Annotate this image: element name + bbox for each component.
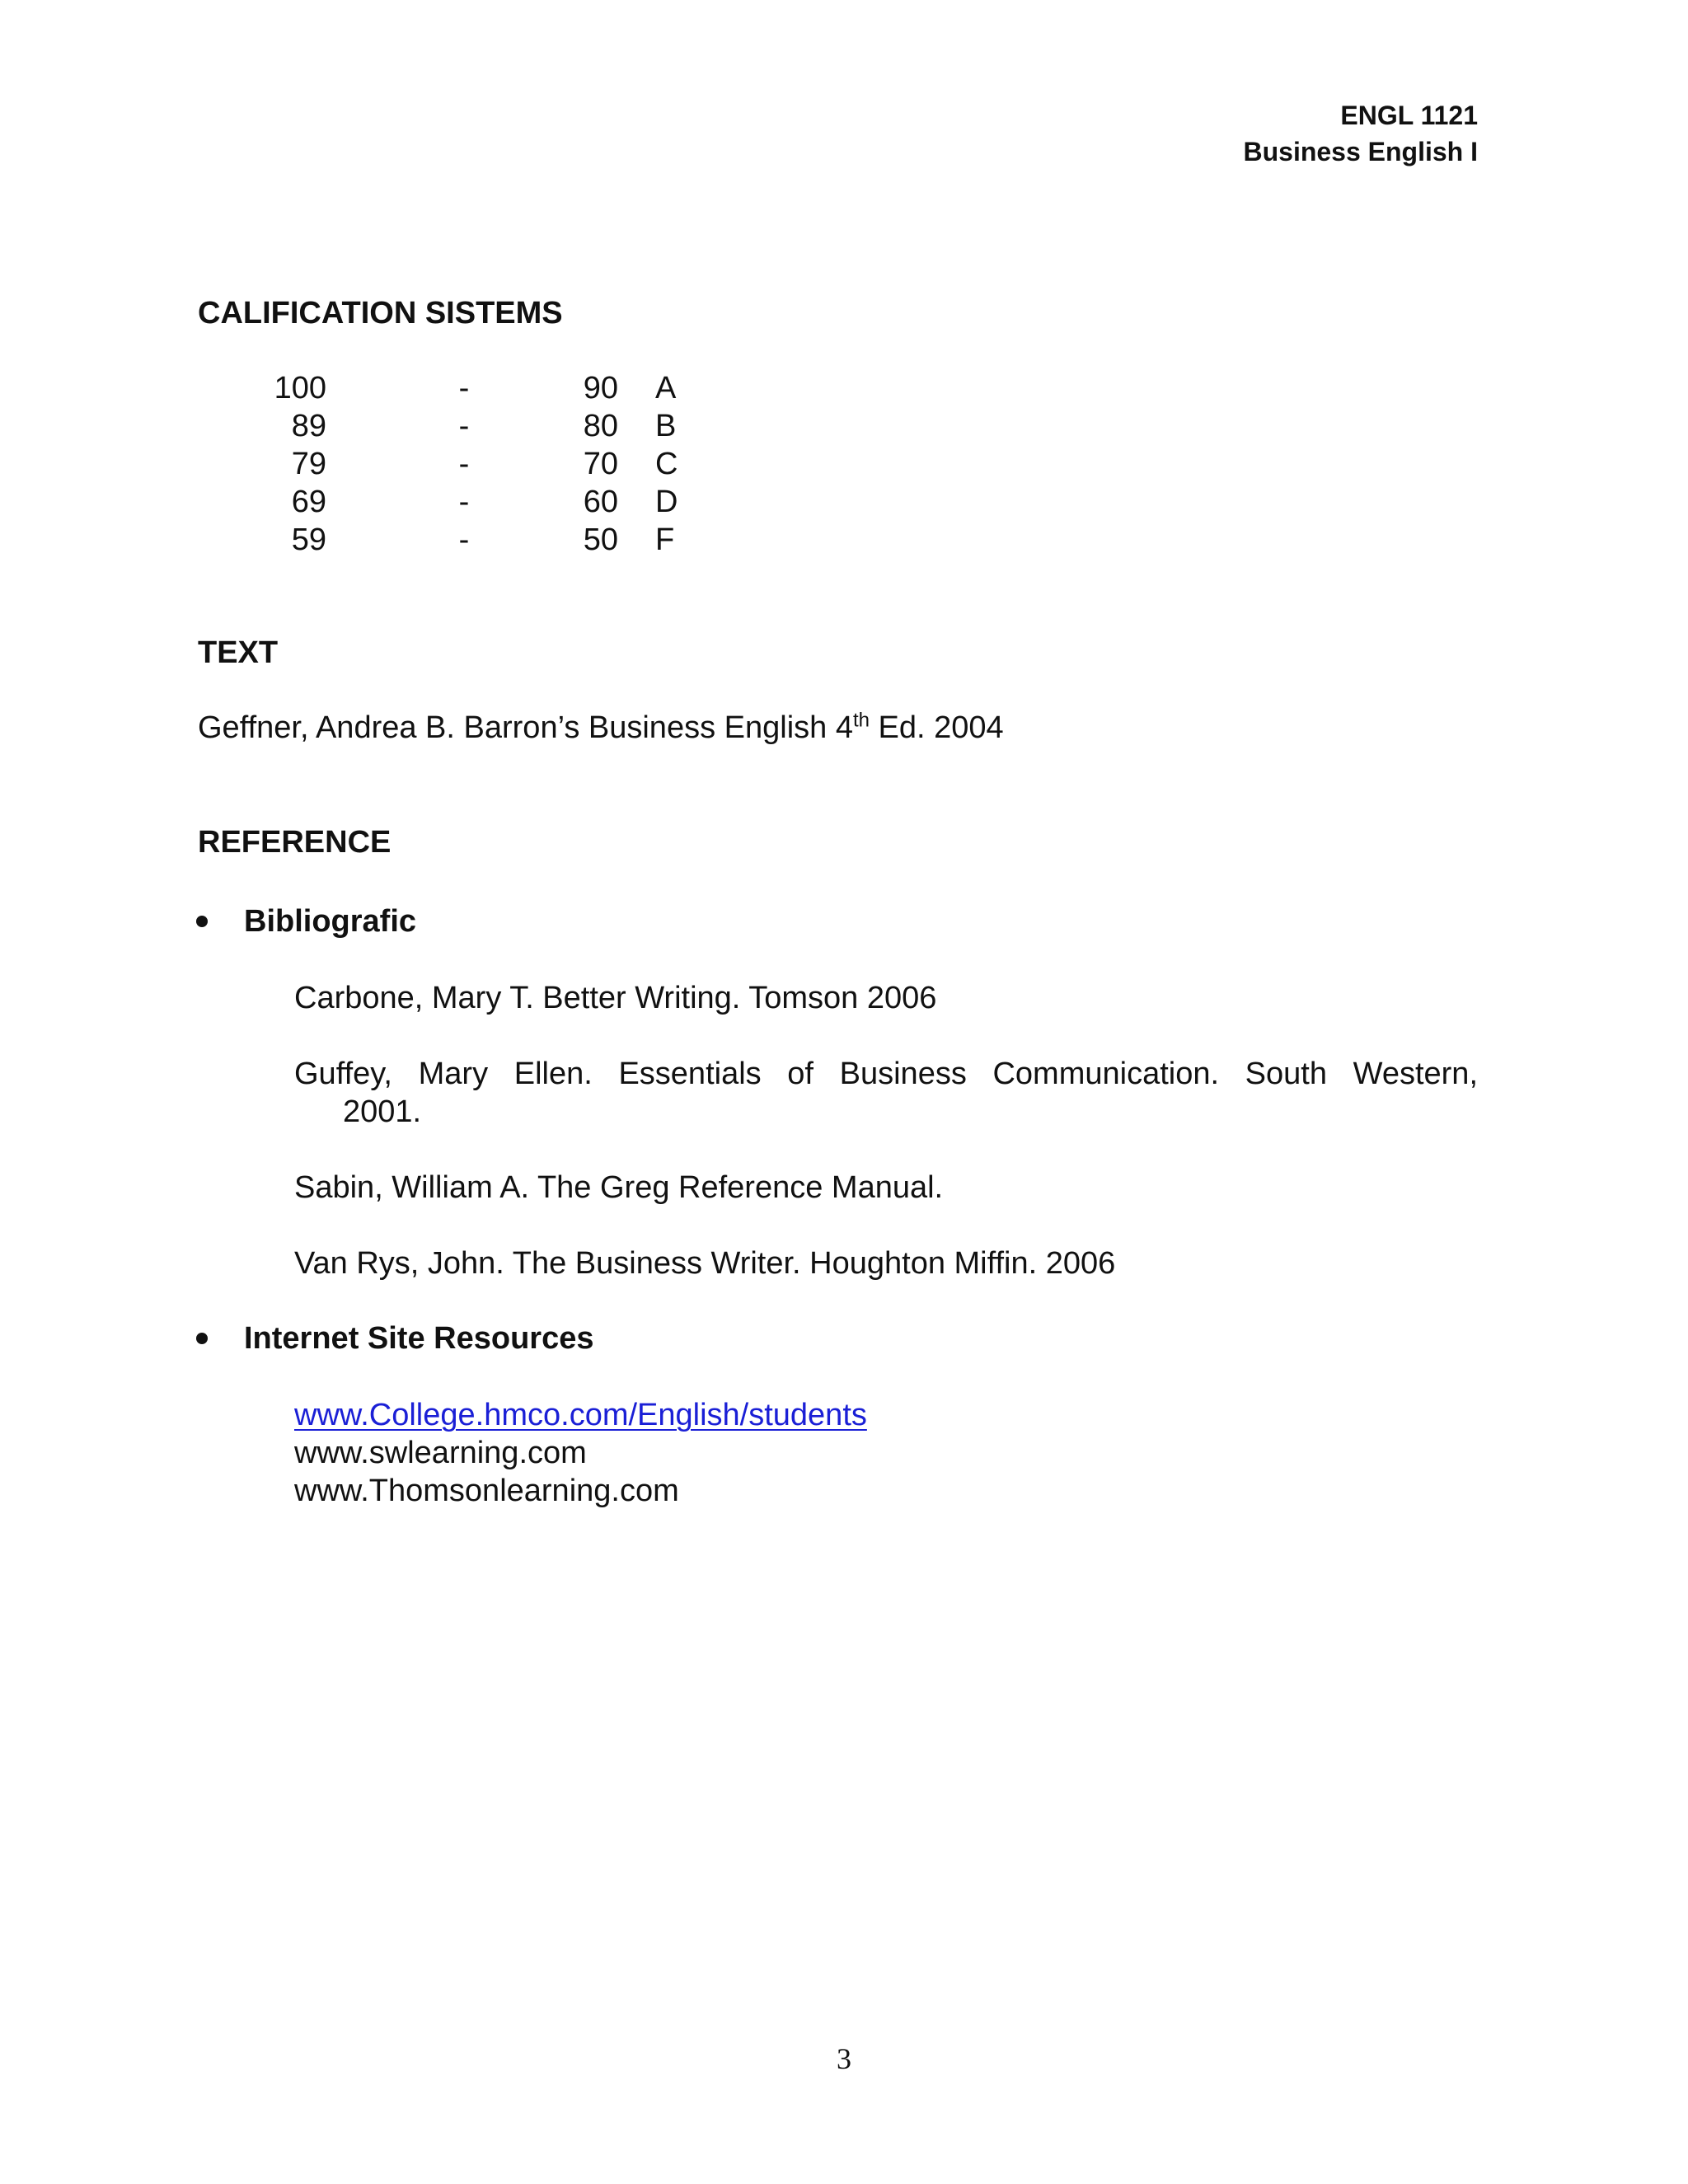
bibliographic-heading-label: Bibliografic (244, 904, 417, 939)
bib-entry: Sabin, William A. The Greg Reference Manual. (294, 1170, 944, 1205)
bib-entry: Guffey, Mary Ellen. Essentials of Business Communication. South Western, (294, 1057, 1478, 1091)
bibliographic-heading (244, 903, 416, 940)
grade-letter: F (655, 523, 675, 557)
bullet-icon (196, 1333, 208, 1344)
citation-superscript: th (852, 709, 870, 732)
grade-high: 100 (274, 371, 326, 405)
reference-title: REFERENCE (198, 825, 392, 860)
citation-main: Geffner, Andrea B. Barron’s Business English 4 (198, 710, 853, 745)
grade-low: 90 (583, 371, 618, 405)
grade-dash: - (458, 485, 470, 519)
page-number: 3 (837, 2042, 851, 2075)
grade-high: 89 (291, 409, 326, 443)
citation-end: Ed. 2004 (869, 710, 1004, 745)
internet-heading (244, 1320, 593, 1357)
grade-low: 80 (583, 409, 618, 443)
resource-link-hmco[interactable]: www.College.hmco.com/English/students (294, 1398, 867, 1432)
grade-letter: A (655, 371, 677, 405)
grade-high: 69 (291, 485, 326, 519)
grade-high: 59 (291, 523, 326, 557)
grade-low: 70 (583, 447, 618, 481)
grade-letter: C (655, 447, 678, 481)
grading-title: CALIFICATION SISTEMS (198, 296, 563, 330)
grade-dash: - (458, 409, 470, 443)
course-code: ENGL 1121 (1340, 101, 1478, 130)
grade-dash: - (458, 447, 470, 481)
internet-heading-label: Internet Site Resources (244, 1321, 594, 1356)
grade-letter: B (655, 409, 677, 443)
resource-link-thomson: www.Thomsonlearning.com (294, 1474, 679, 1508)
bib-entry-continuation: 2001. (343, 1094, 422, 1129)
internet-links (294, 1396, 1478, 1510)
textbook-citation (198, 709, 1004, 747)
grade-high: 79 (291, 447, 326, 481)
text-section-title: TEXT (198, 635, 279, 670)
grade-low: 60 (583, 485, 618, 519)
course-header (1243, 97, 1478, 170)
resource-link-swlearning: www.swlearning.com (294, 1436, 587, 1470)
course-name: Business English I (1243, 137, 1478, 166)
grade-letter: D (655, 485, 678, 519)
bib-entry: Van Rys, John. The Business Writer. Houghton Miffin. 2006 (294, 1246, 1116, 1281)
bullet-icon (196, 916, 208, 927)
bib-entry: Carbone, Mary T. Better Writing. Tomson 2006 (294, 981, 937, 1015)
grade-low: 50 (583, 523, 618, 557)
grade-dash: - (458, 371, 470, 405)
grade-dash: - (458, 523, 470, 557)
